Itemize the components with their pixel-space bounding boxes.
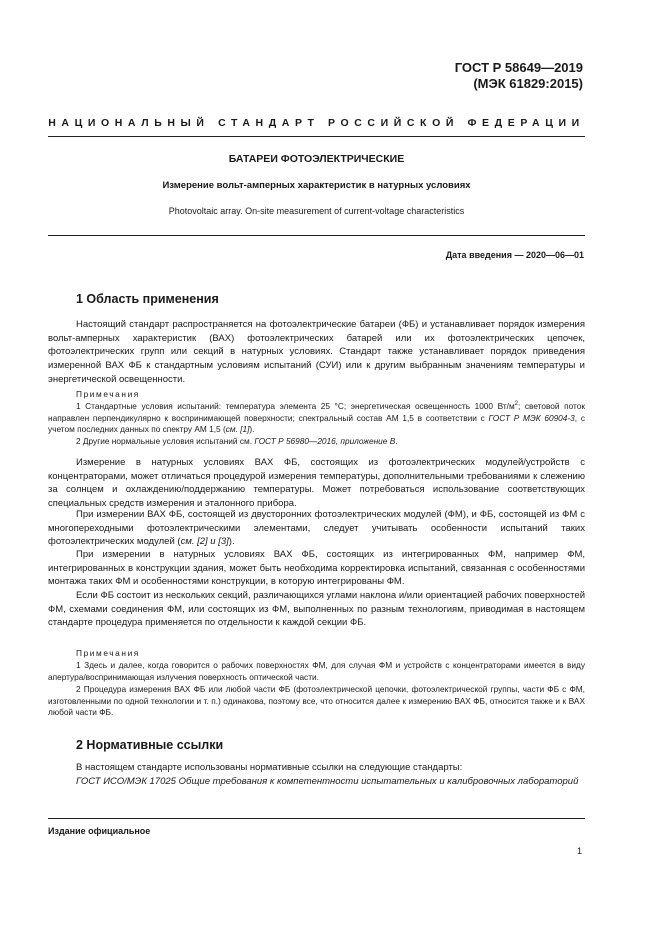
notes-label: Примечания — [76, 648, 140, 658]
section-heading-normative-references: 2 Нормативные ссылки — [76, 738, 224, 752]
standard-english-title: Photovoltaic array. On-site measurement of current-voltage characteristics — [168, 206, 465, 216]
paragraph: При измерении в натурных условиях ВАХ ФБ, состоящих из интегрированных ФМ, например ФМ, интегрированных в конструкции здания, может быть необходима корректировка испытаний, связанная с особенностями монтажа таких ФМ и особенностями конструкции, в которую интегрированы ФМ. — [48, 549, 585, 588]
standard-subtitle: Измерение вольт-амперных характеристик в натурных условиях — [162, 180, 471, 191]
national-standard-banner: НАЦИОНАЛЬНЫЙ СТАНДАРТ РОССИЙСКОЙ ФЕДЕРАЦИИ — [48, 117, 585, 129]
note: 2 Другие нормальные условия испытаний см. ГОСТ Р 56980—2016, приложение В. — [76, 436, 398, 446]
paragraph: При измерении ВАХ ФБ, состоящей из двусторонних фотоэлектрических модулей (ФМ), и ФБ, состоящей из ФМ с многопереходными фотоэлектрическими элементами, следует учитывать особенности испытаний таких фотоэлектрических модулей (см. [2] и [3]). — [48, 509, 585, 548]
divider — [48, 235, 585, 236]
gost-number: ГОСТ Р 58649—2019 — [454, 60, 583, 75]
note: 2 Процедура измерения ВАХ ФБ или любой части ФБ (фотоэлектрической цепочки, фотоэлектрической группы, части ФБ с ФМ, изготовленными по одной технологии и т. п.) одинакова, поэтому все, что относится далее к измерению ВАХ ФБ, относится также и к ВАХ любой части ФБ. — [48, 684, 585, 718]
section-heading-scope: 1 Область применения — [76, 292, 219, 306]
normative-reference: ГОСТ ИСО/МЭК 17025 Общие требования к компетентности испытательных и калибровочных лабораторий — [76, 776, 579, 787]
notes-label: Примечания — [76, 389, 140, 399]
introduction-date: Дата введения — 2020—06—01 — [445, 250, 584, 260]
paragraph: Если ФБ состоит из нескольких секций, различающихся углами наклона и/или ориентацией рабочих поверхностей ФМ, схемами соединения ФМ, или состоящих из ФМ, выполненных по разным технологиям, приводимая в настоящем стандарте процедура применяется по отдельности к каждой секции ФБ. — [48, 590, 585, 629]
iec-number: (МЭК 61829:2015) — [473, 76, 583, 91]
divider — [48, 136, 585, 137]
note: 1 Здесь и далее, когда говорится о рабочих поверхностях ФМ, для случая ФМ и устройств с концентраторами имеется в виду апертура/воспринимающая излучения поверхность оптической части. — [48, 660, 585, 682]
standard-title: БАТАРЕИ ФОТОЭЛЕКТРИЧЕСКИЕ — [228, 153, 405, 165]
divider — [48, 818, 585, 819]
page-number: 1 — [576, 846, 582, 856]
paragraph: Измерение в натурных условиях ВАХ ФБ, состоящих из фотоэлектрических модулей/устройств с концентраторами, может отличаться процедурой измерения температуры, дополнительными требованиями к слежению за солнцем и охлаждению/поддержанию температуры. Может потребоваться использование соответствующих специальных средств измерения и эталонного прибора. — [48, 457, 585, 510]
note: 1 Стандартные условия испытаний: температура элемента 25 °C; энергетическая освещенность 1000 $Вт/м^2$; световой поток направлен перпендикулярно к воспринимающей поверхности; спектральный состав АМ 1,5 в соответствии с ГОСТ Р МЭК 60904-3, с учетом последних данных по спектру АМ 1,5 (см. [1]). — [48, 401, 585, 435]
paragraph: В настоящем стандарте использованы нормативные ссылки на следующие стандарты: — [76, 762, 463, 773]
standard-code — [455, 60, 583, 92]
paragraph: Настоящий стандарт распространяется на фотоэлектрические батареи (ФБ) и устанавливает порядок измерения вольт-амперных характеристик (ВАХ) фотоэлектрических батарей или их фотоэлектрических цепочек, фотоэлектрических групп или секций в натурных условиях. Стандарт также устанавливает порядок приведения измеренной ВАХ ФБ к стандартным условиям испытаний (СУИ) или к другим выбранным значениям температуры и энергетической освещенности. — [48, 319, 585, 385]
official-edition-label: Издание официальное — [48, 826, 151, 836]
